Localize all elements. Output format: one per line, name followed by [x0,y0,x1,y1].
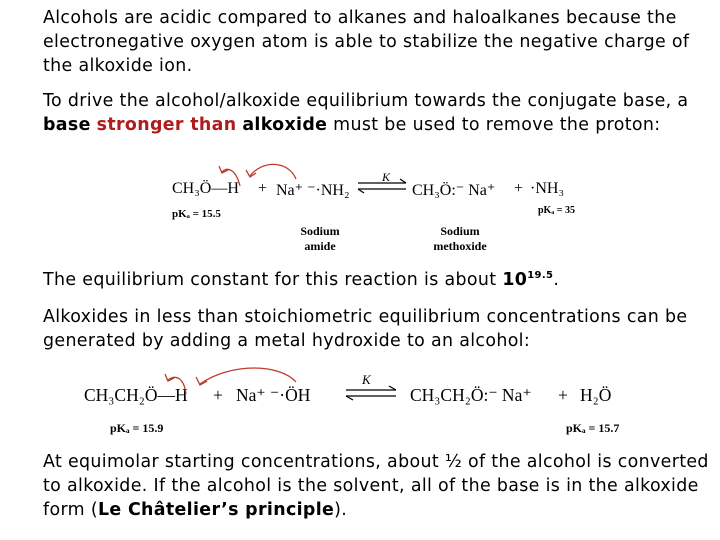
pka-water: pKₐ = 15.7 [566,421,620,435]
product-water: H₂Ö [580,385,612,405]
reactant-ethanol: CH₃CH₂Ö—H [84,385,188,405]
label-sodium-methoxide: Sodium methoxide [433,224,487,253]
text-run: At equimolar starting concentrations, about ½ of the alcohol is converted to alkoxide. If the alcohol is the solvent, all of the base is in the alkoxide form ( [43,452,709,520]
equilibrium-arrow-1 [358,179,406,193]
text-run: The equilibrium constant for this reaction is about [43,270,503,290]
value-k: $10^{19.5}$ [502,270,554,290]
equilibrium-constant-k: K [362,372,371,387]
plus-sign: + [514,180,524,197]
emphasis-le-chatelier: Le Châtelier’s principle [97,500,335,520]
equilibrium-constant-k: K [382,170,391,184]
plus-sign: + [258,180,268,197]
product-ammonia: ·NH₃ [530,180,565,197]
paragraph-equilibrium-constant: The equilibrium constant for this reaction is about $10^{19.5}$. [43,270,560,290]
paragraph-le-chatelier: At equimolar starting concentrations, about ½ of the alcohol is converted to alkoxide. If the alcohol is the solvent, all of the base is in the alkoxide form (Le Châtelier’s principle). [43,452,709,520]
emphasis-alkoxide: alkoxide [242,115,328,135]
label-sodium-amide: Sodium amide [300,224,340,253]
pka-ammonia: pKₐ = 35 [538,205,575,216]
reactant-sodium-hydroxide: Na⁺ ⁻·ÖH [236,385,311,405]
reactant-methanol: CH₃Ö—H [172,180,239,197]
pka-ethanol: pKₐ = 15.9 [110,421,164,435]
paragraph-metal-hydroxide: Alkoxides in less than stoichiometric equilibrium concentrations can be generated by adding a metal hydroxide to an alcohol: [43,307,688,351]
electron-push-arrows-1 [219,164,296,186]
pka-methanol: pKₐ = 15.5 [172,208,221,220]
product-sodium-ethoxide: CH₃CH₂Ö:⁻ Na⁺ [410,385,532,405]
reactant-sodium-amide: Na⁺ ⁻·NH₂ [276,182,350,199]
product-sodium-methoxide: CH₃Ö:⁻ Na⁺ [412,182,496,199]
emphasis-stronger-than: stronger than [96,115,237,135]
text-run: must be used to remove the proton: [327,115,661,135]
text-run: To drive the alcohol/alkoxide equilibrium towards the conjugate base, a [43,91,689,111]
equilibrium-arrow-2 [346,386,396,400]
paragraph-acidity: Alcohols are acidic compared to alkanes and haloalkanes because the electronegative oxygen atom is able to stabilize the negative charge of the alkoxide ion. [43,8,690,76]
plus-sign: + [213,385,223,405]
plus-sign: + [558,385,568,405]
electron-push-arrows-2 [165,368,296,394]
emphasis-base: base [43,115,91,135]
